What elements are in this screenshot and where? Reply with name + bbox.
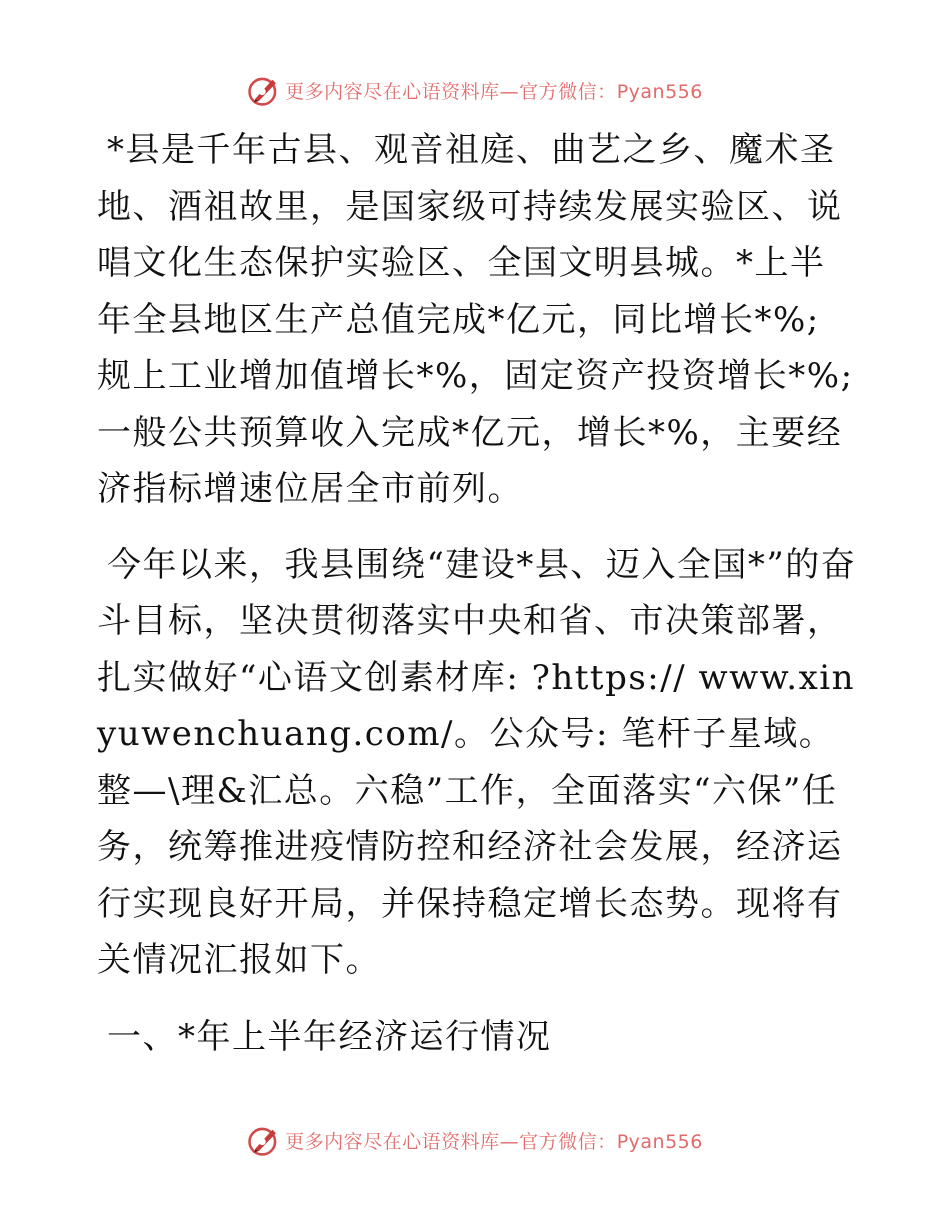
document-body xyxy=(97,122,857,1065)
banner-wechat-id: Pyan556 xyxy=(616,1130,703,1153)
banner-text xyxy=(285,1127,703,1154)
pen-logo-icon xyxy=(247,1123,281,1157)
banner-text xyxy=(285,77,703,104)
footer-watermark-banner xyxy=(0,1120,950,1160)
pen-logo-icon xyxy=(247,73,281,107)
banner-slogan: 更多内容尽在心语资料库— xyxy=(285,80,520,103)
paragraph-intro: *县是千年古县、观音祖庭、曲艺之乡、魔术圣地、酒祖故里，是国家级可持续发展实验区、说唱文化生态保护实验区、全国文明县城。*上半年全县地区生产总值完成*亿元，同比增长*%; 规上工业增加值增长*%，固定资产投资增长*%; 一般公共预算收入完成*亿元，增长*%，主要经济指标增速位居全市前列。 xyxy=(97,130,854,509)
banner-slogan: 更多内容尽在心语资料库— xyxy=(285,1130,520,1153)
banner-wechat-id: Pyan556 xyxy=(616,80,703,103)
section-heading: 一、*年上半年经济运行情况 xyxy=(107,1016,552,1057)
banner-wechat-label: 官方微信： xyxy=(519,1130,617,1153)
header-watermark-banner xyxy=(0,70,950,110)
banner-wechat-label: 官方微信： xyxy=(519,80,617,103)
paragraph-overview: 今年以来，我县围绕“建设*县、迈入全国*”的奋斗目标，坚决贯彻落实中央和省、市决策部署，扎实做好“心语文创素材库: ?https:// www.xinyuwenchuang.com/。公众号: 笔杆子星域。整—\理&汇总。六稳”工作，全面落实“六保”任务，统筹推进疫情防控和经济社会发展，经济运行实现良好开局，并保持稳定增长态势。现将有关情况汇报如下。 xyxy=(97,544,857,980)
